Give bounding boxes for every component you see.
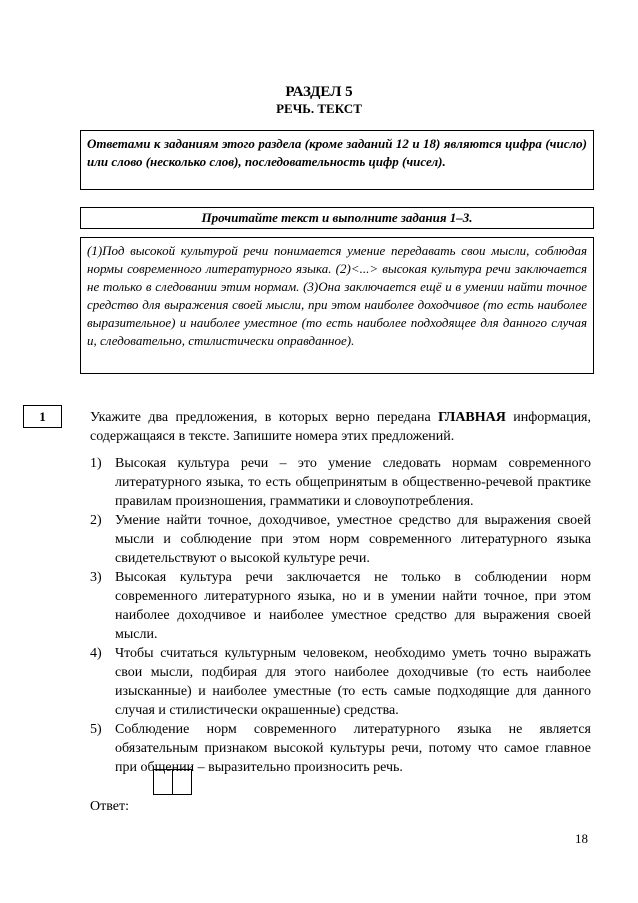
read-prompt-box: Прочитайте текст и выполните задания 1–3. [80, 207, 594, 229]
option-number: 2) [90, 513, 102, 528]
answer-options [90, 454, 591, 777]
option-text: Умение найти точное, доходчивое, уместное средство для выражения своей мысли и соблюдение при этом норм современного литературного языка свидетельствуют о высокой культуре речи. [115, 513, 591, 566]
answer-label: Ответ: [90, 799, 129, 814]
answer-cell-1[interactable] [153, 769, 173, 795]
question-end: информация, содержащаяся в тексте. Запишите номера этих предложений. [90, 410, 592, 444]
option-number: 3) [90, 570, 102, 585]
option-item [90, 454, 591, 511]
option-item [90, 644, 591, 720]
task-question [90, 408, 591, 446]
option-text: Высокая культура речи – это умение следовать нормам современного литературного языка, то есть общепринятым в общественно-речевой практике правилам произношения, грамматики и словоупотребления. [115, 456, 591, 509]
task-number-box: 1 [23, 405, 62, 428]
passage-box: (1)Под высокой культурой речи понимается умение передавать свои мысли, соблюдая нормы современного литературного языка. (2)<...> высокая культура речи заключается не только в следовании этим нормам. (3)Она заключается ещё и в умении найти точное средство для выражения своей мысли, при этом наиболее доходчивое (то есть наиболее выразительное) и наиболее уместное (то есть наиболее подходящее для данного случая и, следовательно, стилистически оправданное). [80, 237, 594, 374]
option-item [90, 568, 591, 644]
instructions-box: Ответами к заданиям этого раздела (кроме заданий 12 и 18) являются цифра (число) или слово (несколько слов), последовательность цифр (чисел). [80, 130, 594, 190]
option-text: Высокая культура речи заключается не только в соблюдении норм современного литературного языка, но и в умении найти точное, при этом наиболее доходчивое и наиболее уместное средство для выражения своей мысли. [115, 570, 591, 642]
answer-cell-2[interactable] [172, 769, 192, 795]
section-title: РАЗДЕЛ 5 [285, 84, 353, 100]
option-text: Соблюдение норм современного литературного языка не является обязательным признаком высокой культуры речи, потому что самое главное при общении – выразительно произносить речь. [115, 722, 591, 775]
answer-boxes [153, 769, 191, 795]
option-number: 4) [90, 646, 102, 661]
page-number: 18 [575, 831, 588, 846]
option-number: 1) [90, 456, 102, 471]
section-subtitle: РЕЧЬ. ТЕКСТ [276, 101, 362, 116]
option-text: Чтобы считаться культурным человеком, необходимо уметь точно выражать свои мысли, подбирая для этого наиболее доходчивые (то есть наиболее изысканные) и наиболее уместные (то есть самые подходящие для данного случая и стилистически окрашенные) средства. [115, 646, 591, 718]
option-number: 5) [90, 722, 102, 737]
question-start: Укажите два предложения, в которых верно передана [90, 410, 439, 425]
question-emphasis: ГЛАВНАЯ [438, 410, 506, 425]
option-item [90, 511, 591, 568]
